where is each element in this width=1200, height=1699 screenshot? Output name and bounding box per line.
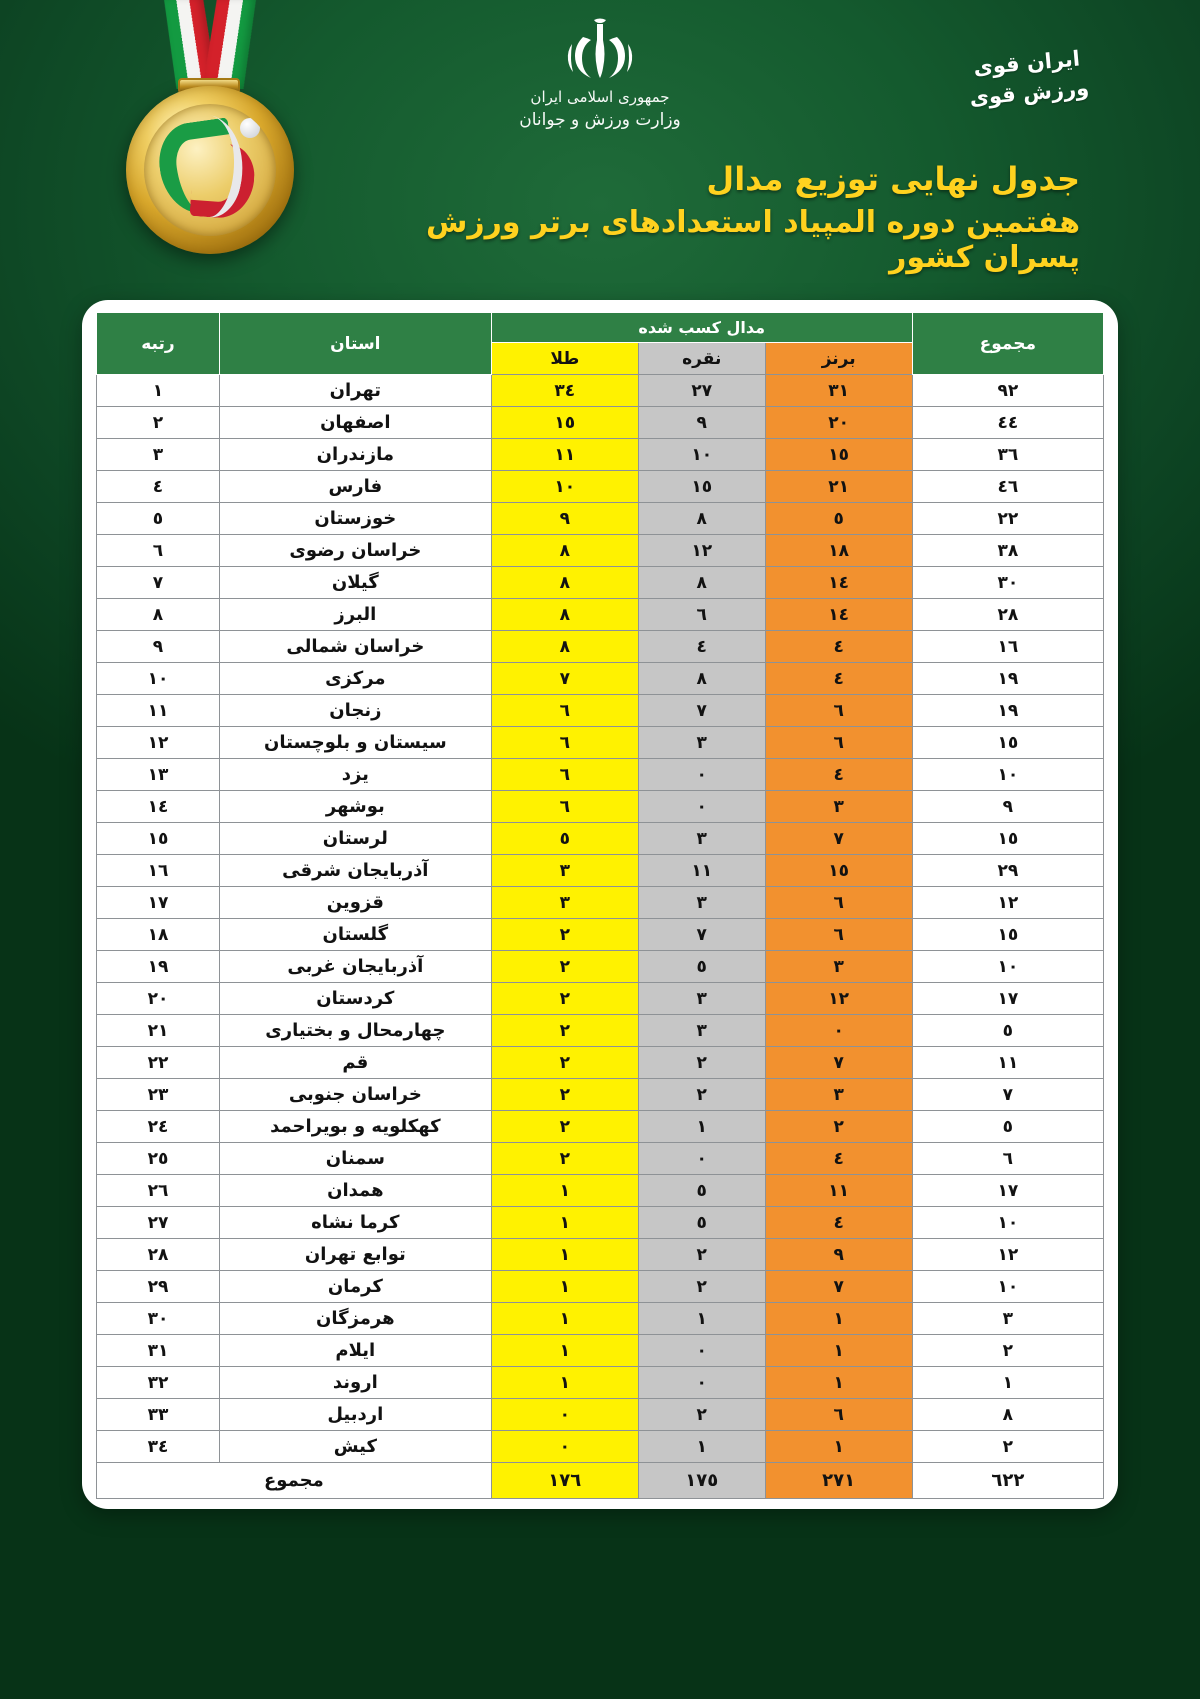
cell-bronze: ٦ [765, 1399, 912, 1431]
cell-province: کهکلویه و بویراحمد [219, 1111, 491, 1143]
cell-province: گیلان [219, 567, 491, 599]
cell-province: خراسان شمالی [219, 631, 491, 663]
cell-bronze: ١ [765, 1303, 912, 1335]
cell-province: قم [219, 1047, 491, 1079]
cell-silver: ٧ [638, 919, 765, 951]
cell-total: ٢٩ [912, 855, 1103, 887]
table-row [97, 983, 1104, 1015]
cell-total: ٢ [912, 1335, 1103, 1367]
cell-total: ١٥ [912, 823, 1103, 855]
cell-gold: ١٥ [491, 407, 638, 439]
header-province: استان [219, 313, 491, 375]
cell-bronze: ٦ [765, 919, 912, 951]
cell-gold: ١١ [491, 439, 638, 471]
cell-total: ١٢ [912, 887, 1103, 919]
cell-total: ٢٨ [912, 599, 1103, 631]
cell-rank: ٢٤ [97, 1111, 220, 1143]
cell-gold: ٣ [491, 887, 638, 919]
cell-rank: ٩ [97, 631, 220, 663]
cell-bronze: ٧ [765, 823, 912, 855]
table-row [97, 855, 1104, 887]
table-row [97, 1431, 1104, 1463]
cell-province: زنجان [219, 695, 491, 727]
cell-silver: ٦ [638, 599, 765, 631]
cell-province: لرستان [219, 823, 491, 855]
cell-rank: ١٧ [97, 887, 220, 919]
cell-silver: ٤ [638, 631, 765, 663]
cell-gold: ٨ [491, 599, 638, 631]
cell-silver: ٣ [638, 887, 765, 919]
cell-rank: ٣٢ [97, 1367, 220, 1399]
cell-rank: ٢٦ [97, 1175, 220, 1207]
cell-gold: ٠ [491, 1431, 638, 1463]
cell-bronze: ٢ [765, 1111, 912, 1143]
title-line-1: جدول نهایی توزیع مدال [706, 160, 1080, 198]
cell-bronze: ١ [765, 1335, 912, 1367]
cell-gold: ١ [491, 1175, 638, 1207]
table-row [97, 439, 1104, 471]
cell-rank: ٦ [97, 535, 220, 567]
cell-total: ١٥ [912, 727, 1103, 759]
cell-rank: ١ [97, 375, 220, 407]
cell-bronze: ١ [765, 1431, 912, 1463]
cell-total: ٧ [912, 1079, 1103, 1111]
cell-gold: ٢ [491, 1079, 638, 1111]
cell-rank: ٢ [97, 407, 220, 439]
cell-gold: ٦ [491, 759, 638, 791]
cell-total: ١٥ [912, 919, 1103, 951]
footer-gold: ١٧٦ [491, 1463, 638, 1499]
table-row [97, 407, 1104, 439]
cell-province: ایلام [219, 1335, 491, 1367]
cell-silver: ٣ [638, 1015, 765, 1047]
table-head [97, 313, 1104, 375]
cell-total: ٢٢ [912, 503, 1103, 535]
cell-rank: ٣٠ [97, 1303, 220, 1335]
cell-gold: ٢ [491, 1015, 638, 1047]
cell-silver: ١ [638, 1303, 765, 1335]
cell-rank: ٢٧ [97, 1207, 220, 1239]
table-foot [97, 1463, 1104, 1499]
header-gold: طلا [491, 343, 638, 375]
cell-total: ٩٢ [912, 375, 1103, 407]
cell-rank: ١٦ [97, 855, 220, 887]
cell-province: کردستان [219, 983, 491, 1015]
footer-bronze: ٢٧١ [765, 1463, 912, 1499]
cell-silver: ٢ [638, 1271, 765, 1303]
header-medal-group: مدال کسب شده [491, 313, 912, 343]
cell-total: ١٧ [912, 983, 1103, 1015]
cell-bronze: ٦ [765, 887, 912, 919]
header-total: مجموع [912, 313, 1103, 375]
cell-bronze: ٤ [765, 1207, 912, 1239]
cell-bronze: ٠ [765, 1015, 912, 1047]
cell-gold: ١٠ [491, 471, 638, 503]
table-row [97, 823, 1104, 855]
cell-total: ١٠ [912, 1207, 1103, 1239]
cell-total: ٣٠ [912, 567, 1103, 599]
cell-gold: ٢ [491, 1111, 638, 1143]
cell-silver: ٨ [638, 567, 765, 599]
cell-bronze: ١٢ [765, 983, 912, 1015]
cell-gold: ٦ [491, 695, 638, 727]
cell-silver: ١٠ [638, 439, 765, 471]
cell-bronze: ١٥ [765, 439, 912, 471]
table-row [97, 1271, 1104, 1303]
cell-province: خراسان جنوبی [219, 1079, 491, 1111]
cell-bronze: ١٤ [765, 567, 912, 599]
cell-silver: ٨ [638, 663, 765, 695]
footer-total: ٦٢٢ [912, 1463, 1103, 1499]
table-row [97, 887, 1104, 919]
footer-label: مجموع [97, 1463, 492, 1499]
cell-silver: ٥ [638, 951, 765, 983]
cell-silver: ٠ [638, 1367, 765, 1399]
cell-province: اصفهان [219, 407, 491, 439]
table-row [97, 1367, 1104, 1399]
cell-province: کرما نشاه [219, 1207, 491, 1239]
cell-silver: ٥ [638, 1175, 765, 1207]
calligraphy-logo [938, 18, 1118, 138]
cell-province: اردبیل [219, 1399, 491, 1431]
cell-province: آذربایجان شرقی [219, 855, 491, 887]
cell-province: کیش [219, 1431, 491, 1463]
cell-gold: ١ [491, 1271, 638, 1303]
cell-bronze: ٧ [765, 1271, 912, 1303]
title-line-2: هفتمین دوره المپیاد استعدادهای برتر ورزش پسران کشور [425, 205, 1080, 275]
cell-bronze: ١٥ [765, 855, 912, 887]
cell-rank: ١٨ [97, 919, 220, 951]
cell-bronze: ٤ [765, 663, 912, 695]
cell-total: ٣٨ [912, 535, 1103, 567]
table-row [97, 375, 1104, 407]
cell-gold: ٢ [491, 983, 638, 1015]
cell-bronze: ٤ [765, 1143, 912, 1175]
cell-total: ١٠ [912, 759, 1103, 791]
cell-rank: ١٥ [97, 823, 220, 855]
cell-bronze: ٦ [765, 695, 912, 727]
cell-province: چهارمحال و بختیاری [219, 1015, 491, 1047]
cell-province: همدان [219, 1175, 491, 1207]
header-silver: نقره [638, 343, 765, 375]
cell-gold: ٨ [491, 567, 638, 599]
page-title [330, 160, 1080, 275]
cell-silver: ١٢ [638, 535, 765, 567]
table-row [97, 1079, 1104, 1111]
cell-gold: ٢ [491, 1143, 638, 1175]
medal-table-card [82, 300, 1118, 1509]
cell-gold: ٨ [491, 535, 638, 567]
cell-gold: ٧ [491, 663, 638, 695]
cell-bronze: ٣١ [765, 375, 912, 407]
cell-total: ٦ [912, 1143, 1103, 1175]
ministry-line-2: وزارت ورزش و جوانان [519, 110, 681, 130]
cell-bronze: ٣ [765, 1079, 912, 1111]
cell-total: ١٩ [912, 663, 1103, 695]
cell-bronze: ٥ [765, 503, 912, 535]
cell-bronze: ١١ [765, 1175, 912, 1207]
cell-bronze: ١ [765, 1367, 912, 1399]
cell-total: ١ [912, 1367, 1103, 1399]
table-row [97, 951, 1104, 983]
page-header [0, 0, 1200, 285]
table-row [97, 599, 1104, 631]
cell-total: ٣٦ [912, 439, 1103, 471]
cell-silver: ٠ [638, 759, 765, 791]
header-bronze: برنز [765, 343, 912, 375]
cell-bronze: ٢٠ [765, 407, 912, 439]
table-row [97, 1207, 1104, 1239]
table-row [97, 727, 1104, 759]
cell-gold: ٦ [491, 791, 638, 823]
cell-province: توابع تهران [219, 1239, 491, 1271]
cell-total: ٥ [912, 1111, 1103, 1143]
cell-total: ٩ [912, 791, 1103, 823]
table-row [97, 1335, 1104, 1367]
table-row [97, 919, 1104, 951]
cell-province: یزد [219, 759, 491, 791]
cell-province: مازندران [219, 439, 491, 471]
cell-gold: ٢ [491, 919, 638, 951]
cell-gold: ٢ [491, 1047, 638, 1079]
cell-rank: ٢٥ [97, 1143, 220, 1175]
cell-gold: ١ [491, 1367, 638, 1399]
cell-province: آذربایجان غربی [219, 951, 491, 983]
cell-rank: ٢٨ [97, 1239, 220, 1271]
cell-bronze: ٢١ [765, 471, 912, 503]
cell-rank: ٥ [97, 503, 220, 535]
ministry-line-1: جمهوری اسلامی ایران [530, 88, 670, 106]
cell-bronze: ٧ [765, 1047, 912, 1079]
cell-silver: ٠ [638, 1143, 765, 1175]
cell-total: ١٩ [912, 695, 1103, 727]
cell-gold: ٩ [491, 503, 638, 535]
cell-province: هرمزگان [219, 1303, 491, 1335]
cell-province: اروند [219, 1367, 491, 1399]
medal-table [96, 312, 1104, 1499]
cell-silver: ١١ [638, 855, 765, 887]
cell-silver: ٢ [638, 1047, 765, 1079]
cell-rank: ٤ [97, 471, 220, 503]
cell-rank: ١٤ [97, 791, 220, 823]
cell-rank: ٣٣ [97, 1399, 220, 1431]
cell-rank: ٢١ [97, 1015, 220, 1047]
cell-rank: ٣١ [97, 1335, 220, 1367]
table-row [97, 471, 1104, 503]
table-total-row [97, 1463, 1104, 1499]
cell-silver: ٢ [638, 1239, 765, 1271]
cell-total: ١٠ [912, 1271, 1103, 1303]
cell-gold: ١ [491, 1239, 638, 1271]
cell-silver: ٠ [638, 791, 765, 823]
cell-silver: ١ [638, 1431, 765, 1463]
table-row [97, 1303, 1104, 1335]
cell-province: خوزستان [219, 503, 491, 535]
table-row [97, 1143, 1104, 1175]
cell-bronze: ٤ [765, 631, 912, 663]
iran-emblem-icon [561, 18, 639, 80]
cell-bronze: ٣ [765, 791, 912, 823]
cell-total: ٤٦ [912, 471, 1103, 503]
header-rank: رتبه [97, 313, 220, 375]
cell-bronze: ٤ [765, 759, 912, 791]
cell-rank: ٧ [97, 567, 220, 599]
cell-bronze: ٦ [765, 727, 912, 759]
table-row [97, 1175, 1104, 1207]
cell-rank: ٨ [97, 599, 220, 631]
cell-gold: ٢ [491, 951, 638, 983]
cell-province: گلستان [219, 919, 491, 951]
cell-silver: ٧ [638, 695, 765, 727]
cell-silver: ٢٧ [638, 375, 765, 407]
cell-rank: ٢٢ [97, 1047, 220, 1079]
table-row [97, 695, 1104, 727]
cell-total: ٤٤ [912, 407, 1103, 439]
footer-silver: ١٧٥ [638, 1463, 765, 1499]
cell-province: قزوین [219, 887, 491, 919]
table-row [97, 1015, 1104, 1047]
cell-gold: ١ [491, 1303, 638, 1335]
cell-total: ٢ [912, 1431, 1103, 1463]
cell-silver: ٥ [638, 1207, 765, 1239]
cell-gold: ٣ [491, 855, 638, 887]
cell-rank: ٢٣ [97, 1079, 220, 1111]
cell-total: ١١ [912, 1047, 1103, 1079]
cell-province: بوشهر [219, 791, 491, 823]
cell-silver: ١٥ [638, 471, 765, 503]
cell-silver: ٣ [638, 727, 765, 759]
cell-total: ١٢ [912, 1239, 1103, 1271]
table-row [97, 759, 1104, 791]
cell-total: ٣ [912, 1303, 1103, 1335]
cell-bronze: ٣ [765, 951, 912, 983]
cell-province: تهران [219, 375, 491, 407]
cell-province: خراسان رضوی [219, 535, 491, 567]
cell-total: ١٦ [912, 631, 1103, 663]
cell-silver: ٢ [638, 1399, 765, 1431]
table-row [97, 503, 1104, 535]
cell-province: مرکزی [219, 663, 491, 695]
table-header-row-1 [97, 313, 1104, 343]
table-row [97, 663, 1104, 695]
cell-rank: ١٣ [97, 759, 220, 791]
table-row [97, 567, 1104, 599]
cell-silver: ٩ [638, 407, 765, 439]
cell-province: سمنان [219, 1143, 491, 1175]
table-row [97, 535, 1104, 567]
cell-gold: ٨ [491, 631, 638, 663]
cell-province: سیستان و بلوچستان [219, 727, 491, 759]
table-row [97, 1111, 1104, 1143]
cell-silver: ٣ [638, 823, 765, 855]
cell-province: فارس [219, 471, 491, 503]
table-row [97, 1399, 1104, 1431]
cell-gold: ١ [491, 1207, 638, 1239]
cell-rank: ١٩ [97, 951, 220, 983]
cell-bronze: ١٤ [765, 599, 912, 631]
cell-rank: ١٢ [97, 727, 220, 759]
calligraphy-logo-text: ایران قوی ورزش قوی [968, 46, 1090, 111]
cell-rank: ١١ [97, 695, 220, 727]
cell-province: البرز [219, 599, 491, 631]
cell-gold: ٦ [491, 727, 638, 759]
cell-total: ١٠ [912, 951, 1103, 983]
cell-silver: ٣ [638, 983, 765, 1015]
cell-province: کرمان [219, 1271, 491, 1303]
cell-bronze: ١٨ [765, 535, 912, 567]
cell-gold: ٣٤ [491, 375, 638, 407]
cell-silver: ٠ [638, 1335, 765, 1367]
cell-rank: ٣ [97, 439, 220, 471]
cell-silver: ١ [638, 1111, 765, 1143]
cell-gold: ٥ [491, 823, 638, 855]
table-row [97, 791, 1104, 823]
table-row [97, 1239, 1104, 1271]
cell-rank: ١٠ [97, 663, 220, 695]
cell-rank: ٢٩ [97, 1271, 220, 1303]
table-row [97, 631, 1104, 663]
cell-total: ٥ [912, 1015, 1103, 1047]
cell-silver: ٨ [638, 503, 765, 535]
table-row [97, 1047, 1104, 1079]
cell-bronze: ٩ [765, 1239, 912, 1271]
table-body [97, 375, 1104, 1463]
cell-silver: ٢ [638, 1079, 765, 1111]
cell-gold: ١ [491, 1335, 638, 1367]
cell-total: ٨ [912, 1399, 1103, 1431]
cell-total: ١٧ [912, 1175, 1103, 1207]
cell-rank: ٣٤ [97, 1431, 220, 1463]
cell-gold: ٠ [491, 1399, 638, 1431]
cell-rank: ٢٠ [97, 983, 220, 1015]
